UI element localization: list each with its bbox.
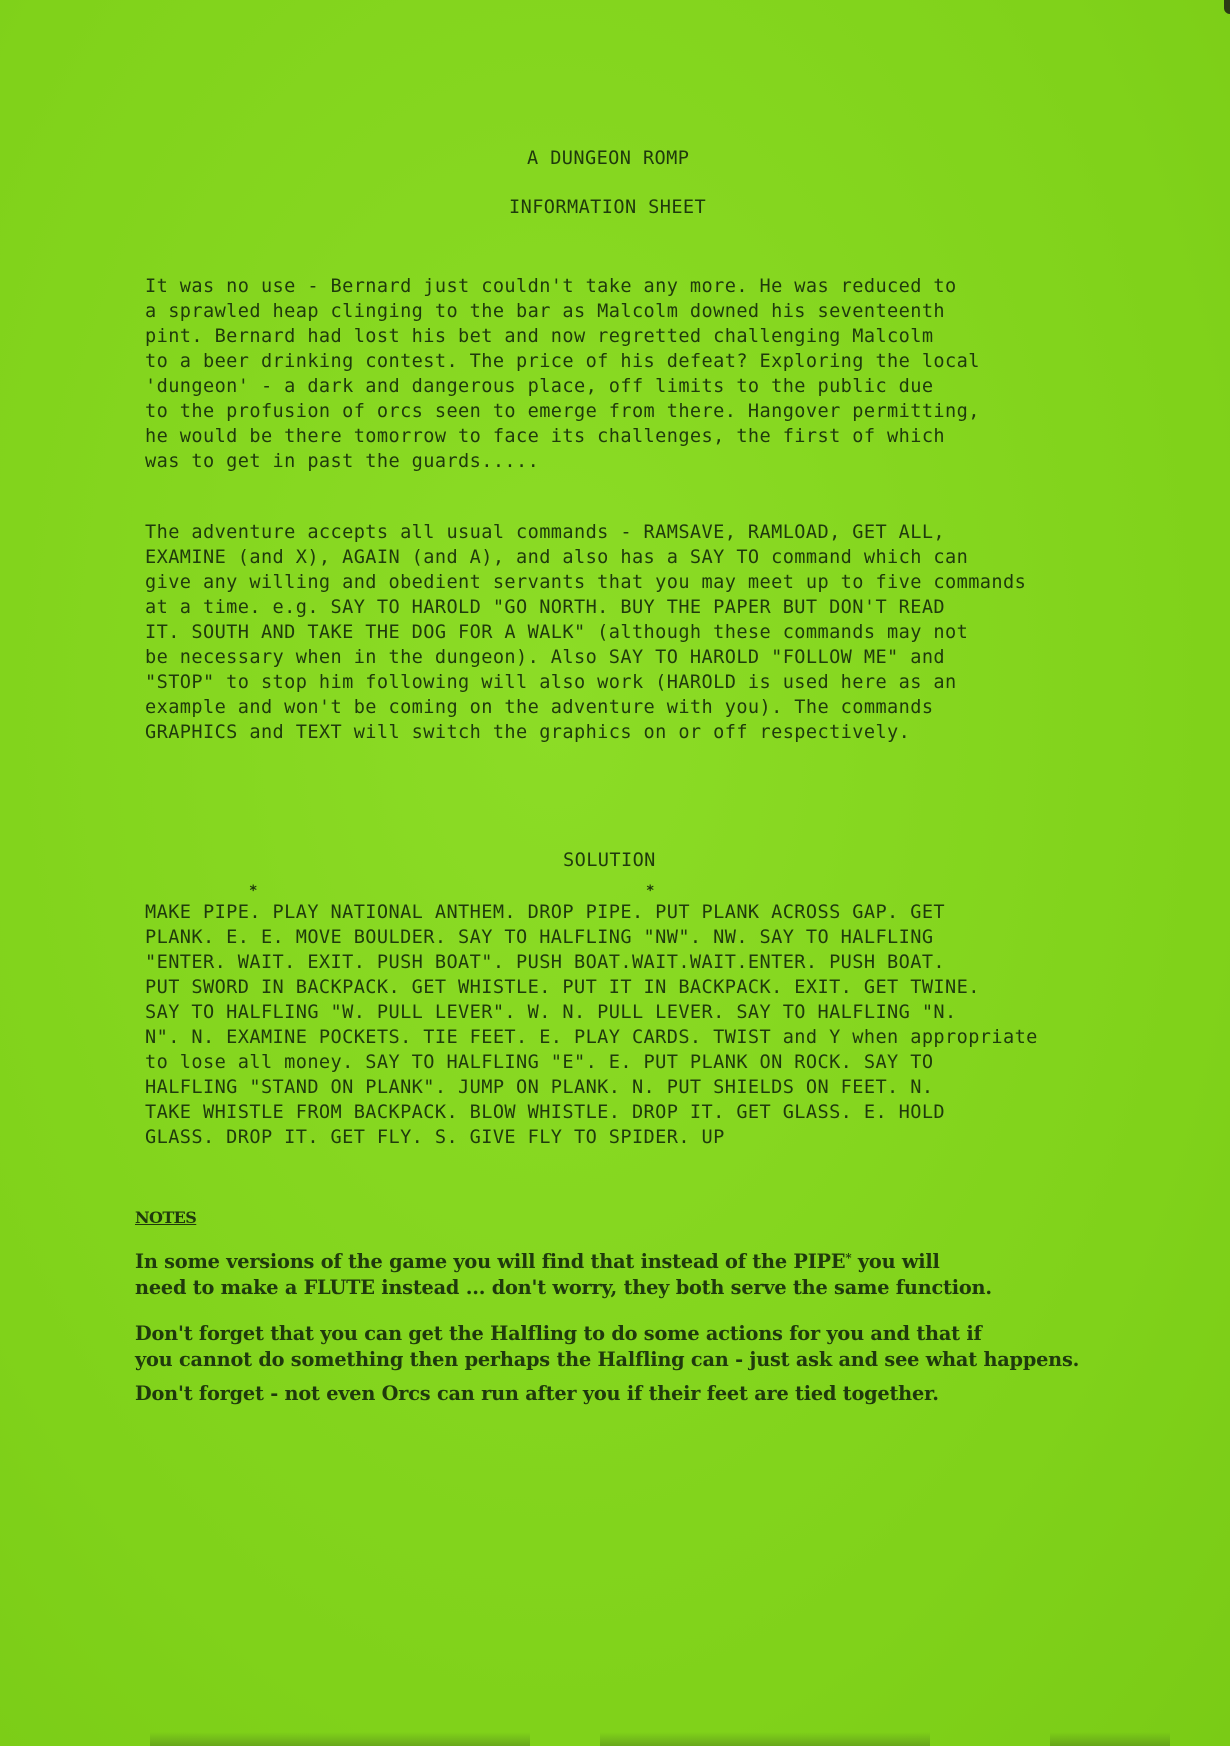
solution-line: SAY TO HALFLING "W. PULL LEVER". W. N. PULL LEVER. SAY TO HALFLING "N. (145, 1002, 957, 1023)
solution-line: to lose all money. SAY TO HALFLING "E". E. PUT PLANK ON ROCK. SAY TO (145, 1052, 934, 1073)
commands-line: GRAPHICS and TEXT will switch the graphics on or off respectively. (145, 722, 911, 743)
intro-line: 'dungeon' - a dark and dangerous place, off limits to the public due (145, 376, 934, 397)
pipe-asterisk-marker: * (646, 883, 655, 899)
note-line (135, 1249, 992, 1275)
commands-line: give any willing and obedient servants that you may meet up to five commands (145, 572, 1027, 593)
note-line: Don't forget that you can get the Halfling to do some actions for you and that if (135, 1322, 982, 1345)
solution-line: "ENTER. WAIT. EXIT. PUSH BOAT". PUSH BOAT.WAIT.WAIT.ENTER. PUSH BOAT. (145, 952, 946, 973)
solution-heading: SOLUTION (563, 850, 656, 871)
solution-line: GLASS. DROP IT. GET FLY. S. GIVE FLY TO SPIDER. UP (145, 1127, 725, 1148)
pipe-asterisk-marker: * (249, 883, 258, 899)
intro-line: to the profusion of orcs seen to emerge from there. Hangover permitting, (145, 401, 980, 422)
intro-line: to a beer drinking contest. The price of his defeat? Exploring the local (145, 351, 980, 372)
note-line: you cannot do something then perhaps the Halfling can - just ask and see what happens. (135, 1348, 1080, 1371)
intro-line: a sprawled heap clinging to the bar as Malcolm downed his seventeenth (145, 301, 946, 322)
solution-line: HALFLING "STAND ON PLANK". JUMP ON PLANK. N. PUT SHIELDS ON FEET. N. (145, 1077, 934, 1098)
note-flute (135, 1249, 992, 1301)
solution-line: PLANK. E. E. MOVE BOULDER. SAY TO HALFLING "NW". NW. SAY TO HALFLING (145, 927, 934, 948)
note-text: you will (851, 1250, 940, 1273)
commands-paragraph (145, 520, 1026, 745)
solution-line: MAKE PIPE. PLAY NATIONAL ANTHEM. DROP PIPE. PUT PLANK ACROSS GAP. GET (145, 902, 946, 923)
intro-line: It was no use - Bernard just couldn't take any more. He was reduced to (145, 276, 957, 297)
commands-line: The adventure accepts all usual commands - RAMSAVE, RAMLOAD, GET ALL, (145, 522, 946, 543)
solution-paragraph (145, 900, 1038, 1150)
intro-line: was to get in past the guards..... (145, 451, 540, 472)
document-subtitle: INFORMATION SHEET (509, 197, 707, 218)
pipe-asterisk-marker: * (845, 1251, 852, 1265)
commands-line: "STOP" to stop him following will also work (HAROLD is used here as an (145, 672, 957, 693)
scan-smudge (1050, 1732, 1170, 1746)
intro-line: pint. Bernard had lost his bet and now regretted challenging Malcolm (145, 326, 934, 347)
intro-line: he would be there tomorrow to face its challenges, the first of which (145, 426, 946, 447)
solution-line: PUT SWORD IN BACKPACK. GET WHISTLE. PUT IT IN BACKPACK. EXIT. GET TWINE. (145, 977, 980, 998)
commands-line: IT. SOUTH AND TAKE THE DOG FOR A WALK" (although these commands may not (145, 622, 969, 643)
commands-line: be necessary when in the dungeon). Also SAY TO HAROLD "FOLLOW ME" and (145, 647, 946, 668)
commands-line: at a time. e.g. SAY TO HAROLD "GO NORTH. BUY THE PAPER BUT DON'T READ (145, 597, 946, 618)
solution-line: N". N. EXAMINE POCKETS. TIE FEET. E. PLAY CARDS. TWIST and Y when appropriate (145, 1027, 1038, 1048)
intro-paragraph (145, 274, 980, 474)
commands-line: example and won't be coming on the adventure with you). The commands (145, 697, 934, 718)
commands-line: EXAMINE (and X), AGAIN (and A), and also has a SAY TO command which can (145, 547, 969, 568)
note-halfling (135, 1321, 1079, 1373)
notes-heading: NOTES (135, 1208, 197, 1227)
note-line: need to make a FLUTE instead ... don't worry, they both serve the same function. (135, 1276, 992, 1299)
note-text: In some versions of the game you will find that instead of the PIPE (135, 1250, 846, 1273)
document-title: A DUNGEON ROMP (527, 148, 690, 169)
note-line: Don't forget - not even Orcs can run after you if their feet are tied together. (135, 1382, 939, 1405)
scan-smudge (600, 1732, 930, 1746)
note-orcs (135, 1381, 939, 1407)
page-corner-fold (1224, 0, 1230, 14)
scan-smudge (150, 1732, 530, 1746)
solution-line: TAKE WHISTLE FROM BACKPACK. BLOW WHISTLE. DROP IT. GET GLASS. E. HOLD (145, 1102, 946, 1123)
